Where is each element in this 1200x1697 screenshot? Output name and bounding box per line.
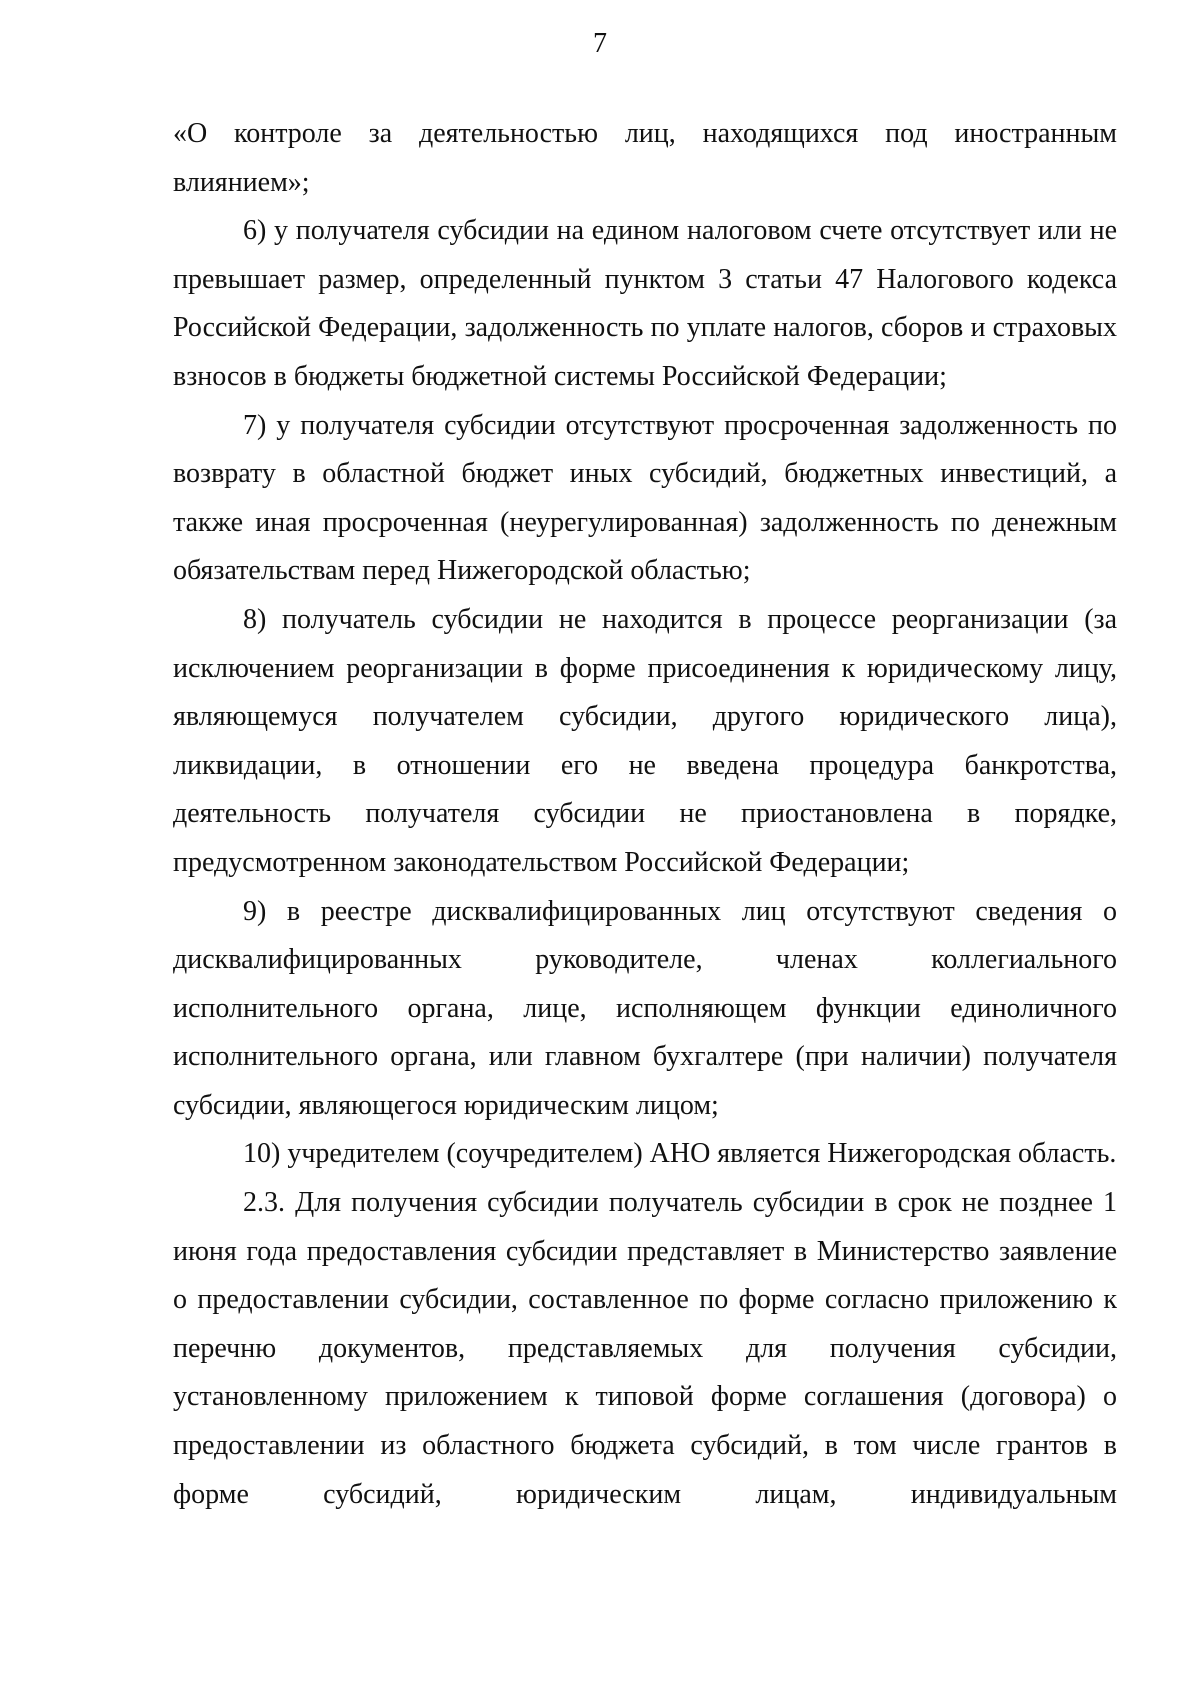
paragraph-item-6: 6) у получателя субсидии на едином налоговом счете отсутствует или не превышает размер, определенный пунктом 3 статьи 47 Налогового кодекса Российской Федерации, задолженность по уплате налогов, сборов и страховых взносов в бюджеты бюджетной системы Российской Федерации; — [173, 215, 1117, 392]
paragraph-item-8: 8) получатель субсидии не находится в процессе реорганизации (за исключением реорганизации в форме присоединения к юридическому лицу, являющемуся получателем субсидии, другого юридического лица), ликвидации, в отношении его не введена процедура банкротства, деятельность получателя субсидии не приостановлена в порядке, предусмотренном законодательством Российской Федерации; — [173, 603, 1117, 878]
paragraph-section-2-3: 2.3. Для получения субсидии получатель субсидии в срок не позднее 1 июня года предоставления субсидии представляет в Министерство заявление о предоставлении субсидии, составленное по форме согласно приложению к перечню документов, представляемых для получения субсидии, установленному приложением к типовой форме соглашения (договора) о предоставлении из областного бюджета субсидий, в том числе грантов в форме субсидий, юридическим лицам, индивидуальным — [173, 1187, 1117, 1510]
paragraph-item-10: 10) учредителем (соучредителем) АНО является Нижегородская область. — [243, 1138, 1117, 1170]
paragraph-item-9: 9) в реестре дисквалифицированных лиц отсутствуют сведения о дисквалифицированных руководителе, членах коллегиального исполнительного органа, лице, исполняющем функции единоличного исполнительного органа, или главном бухгалтере (при наличии) получателя субсидии, являющегося юридическим лицом; — [173, 895, 1117, 1121]
page-number: 7 — [593, 28, 607, 59]
paragraph-continuation: «О контроле за деятельностью лиц, находящихся под иностранным влиянием»; — [173, 118, 1117, 198]
paragraph-item-7: 7) у получателя субсидии отсутствуют просроченная задолженность по возврату в областной бюджет иных субсидий, бюджетных инвестиций, а также иная просроченная (неурегулированная) задолженность по денежным обязательствам перед Нижегородской областью; — [173, 409, 1117, 587]
document-body — [173, 110, 1117, 1519]
